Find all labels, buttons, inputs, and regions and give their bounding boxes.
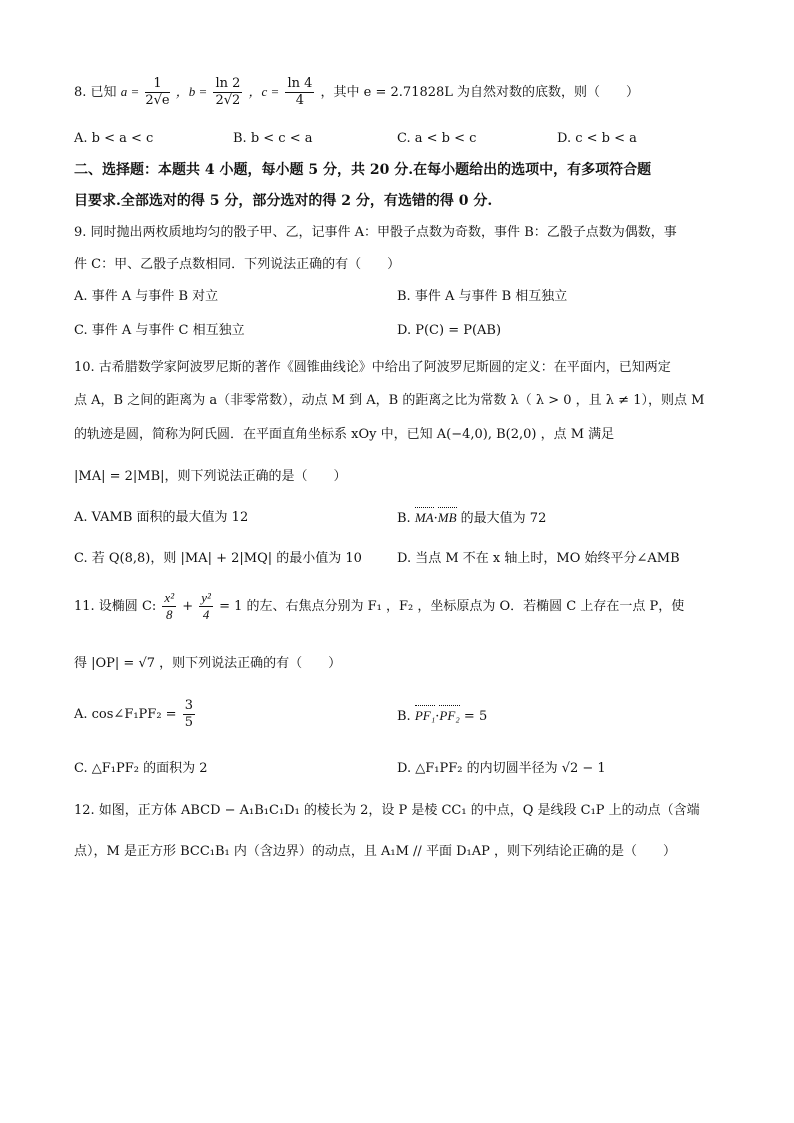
q8-c-fraction [285, 76, 314, 109]
q8-option-c: C. a < b < c [397, 131, 477, 146]
q11-option-b-label: B. [397, 709, 411, 724]
q8-option-d: D. c < b < a [557, 131, 637, 146]
q8-b-denominator: 2√2 [215, 93, 241, 108]
q11-option-b-vector-pf1: PF₁ [414, 708, 436, 723]
q9-stem-line2: 件 C：甲、乙骰子点数相同．下列说法正确的有（ ） [74, 257, 401, 272]
q8-option-a: A. b < a < c [74, 131, 154, 146]
q8-a-numerator: 1 [145, 76, 169, 93]
q10-option-b-dot: · [433, 511, 438, 526]
q8-stem [74, 76, 639, 109]
q10-stem-line2: 点 A，B 之间的距离为 a（非零常数），动点 M 到 A，B 的距离之比为常数 λ（ λ > 0 ，且 λ ≠ 1），则点 M [74, 393, 705, 408]
q10-stem-line3: 的轨迹是圆，简称为阿氏圆．在平面直角坐标系 xOy 中，已知 A(−4,0), B(2,0) ，点 M 满足 [74, 427, 615, 442]
q10-option-b [397, 509, 546, 528]
q9-option-c: C. 事件 A 与事件 C 相互独立 [74, 323, 245, 338]
q8-c-denominator: 4 [295, 93, 305, 108]
q11-option-d: D. △F₁PF₂ 的内切圆半径为 √2 − 1 [397, 761, 606, 776]
q10-option-b-label: B. [397, 511, 411, 526]
q8-a-denominator: 2√e [145, 93, 170, 108]
q8-c-numerator: ln 4 [287, 76, 313, 91]
q9-option-a: A. 事件 A 与事件 B 对立 [74, 289, 219, 304]
q11-x-fraction [162, 590, 176, 623]
q8-b-numerator: ln 2 [215, 76, 241, 91]
q11-plus: + [182, 599, 194, 614]
q11-option-b-dot: · [435, 709, 440, 724]
q10-option-c: C. 若 Q(8,8)，则 |MA| + 2|MQ| 的最小值为 10 [74, 551, 362, 566]
q11-lead: 11. 设椭圆 C: [74, 599, 157, 614]
q10-option-b-vector-mb: MB [437, 510, 457, 525]
q11-x-numerator: x² [164, 590, 175, 605]
q10-option-a: A. VAMB 面积的最大值为 12 [74, 510, 249, 525]
q8-option-b: B. b < c < a [233, 131, 313, 146]
q11-option-b [397, 707, 487, 726]
q11-option-a [74, 698, 197, 732]
q11-y-fraction [199, 590, 213, 623]
q11-option-a-lead: A. cos∠F₁PF₂ = [74, 707, 177, 722]
q12-stem-line1: 12. 如图，正方体 ABCD − A₁B₁C₁D₁ 的棱长为 2，设 P 是棱 CC₁ 的中点，Q 是线段 C₁P 上的动点（含端 [74, 803, 700, 818]
q11-y-denominator: 4 [202, 607, 210, 622]
q11-option-b-vector-pf2: PF₂ [439, 708, 460, 723]
q11-option-a-fraction [183, 698, 195, 731]
q10-stem-line4: |MA| = 2|MB|，则下列说法正确的是（ ） [74, 469, 347, 484]
q11-option-a-numerator: 3 [184, 698, 193, 713]
q8-intro: 已知 [90, 85, 117, 100]
q8-c-lhs: ，c = [248, 84, 280, 99]
q8-a-lhs: a = [120, 84, 140, 99]
q12-stem-line2: 点），M 是正方形 BCC₁B₁ 内（含边界）的动点，且 A₁M // 平面 D₁AP ，则下列结论正确的是（ ） [74, 844, 676, 859]
q11-tail: = 1 的左、右焦点分别为 F₁ ，F₂ ，坐标原点为 O．若椭圆 C 上存在一点 P，使 [219, 599, 685, 614]
q9-option-b: B. 事件 A 与事件 B 相互独立 [397, 289, 568, 304]
q11-option-c: C. △F₁PF₂ 的面积为 2 [74, 761, 208, 776]
q9-stem-line1: 9. 同时抛出两枚质地均匀的骰子甲、乙，记事件 A：甲骰子点数为奇数，事件 B：乙骰子点数为偶数，事 [74, 225, 677, 240]
section2-heading-line2: 目要求.全部选对的得 5 分，部分选对的得 2 分，有选错的得 0 分. [74, 193, 493, 209]
q11-y-numerator: y² [201, 590, 211, 605]
q8-tail: ，其中 e = 2.71828L 为自然对数的底数，则（ ） [320, 85, 640, 100]
q11-option-b-tail: = 5 [463, 709, 488, 724]
q11-option-a-denominator: 5 [184, 715, 193, 730]
q10-option-d: D. 当点 M 不在 x 轴上时，MO 始终平分∠AMB [397, 551, 680, 566]
q8-a-fraction [145, 76, 169, 109]
q8-b-fraction [213, 76, 242, 109]
section2-heading-line1: 二、选择题：本题共 4 小题，每小题 5 分，共 20 分.在每小题给出的选项中，有多项符合题 [74, 162, 652, 178]
q8-number: 8. [74, 85, 87, 100]
q10-option-b-vector-ma: MA [414, 510, 434, 525]
q9-option-d: D. P(C) = P(AB) [397, 323, 502, 338]
q11-stem-line2: 得 |OP| = √7 ，则下列说法正确的有（ ） [74, 656, 342, 671]
q11-x-denominator: 8 [166, 607, 173, 622]
q11-stem-line1 [74, 590, 684, 624]
q8-b-lhs: ，b = [175, 84, 208, 99]
q10-stem-line1: 10. 古希腊数学家阿波罗尼斯的著作《圆锥曲线论》中给出了阿波罗尼斯圆的定义：在平面内，已知两定 [74, 360, 671, 375]
q10-option-b-tail: 的最大值为 72 [460, 511, 547, 526]
